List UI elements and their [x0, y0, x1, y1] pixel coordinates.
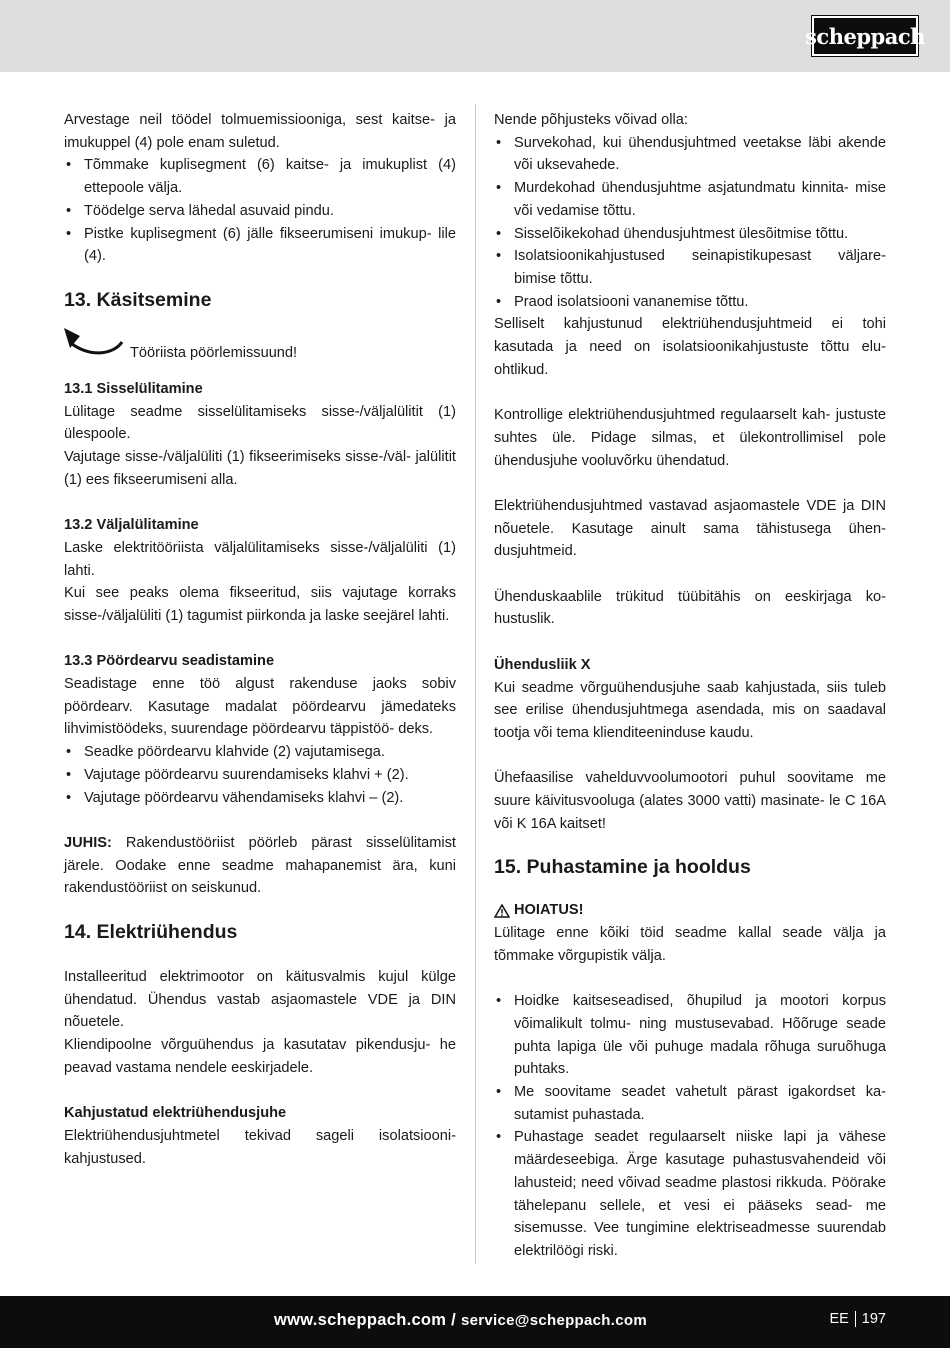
- damaged-cable-warning-para: Selliselt kahjustunud elektriühendusjuhtmeid ei tohi kasutada ja need on isolatsioonikahjustuste tõttu elu- ohtlikud.: [494, 316, 886, 378]
- type-marking-para: Ühenduskaablile trükitud tüübitähis on eeskirjaga ko- hustuslik.: [494, 588, 886, 628]
- footer-contact: [274, 1311, 647, 1330]
- list-item: • Praod isolatsiooni vananemise tõttu.: [494, 291, 886, 314]
- left-column: [64, 109, 456, 1170]
- section-14-para-1: Installeeritud elektrimootor on käitusvalmis kujul külge ühendatud. Ühendus vastab asjaomastele VDE ja DIN nõuetele.: [64, 969, 456, 1031]
- section-13-1-para-1: Lülitage seadme sisselülitamiseks sisse-/väljalülitit (1) ülespoole.: [64, 403, 456, 443]
- page-separator: [855, 1311, 856, 1327]
- reasons-intro: Nende põhjusteks võivad olla:: [494, 112, 688, 128]
- list-item: • Vajutage pöördearvu suurendamiseks klahvi + (2).: [64, 764, 456, 787]
- scheppach-logo: scheppach: [812, 16, 918, 56]
- section-14-para-2: Kliendipoolne võrguühendus ja kasutatav pikendusju- he peavad vastama nendele eeskirjadele.: [64, 1037, 456, 1076]
- rotation-direction-note: [64, 324, 456, 364]
- connection-type-x-title: Ühendusliik X: [494, 656, 591, 673]
- email-link[interactable]: service@scheppach.com: [460, 1312, 647, 1329]
- section-13-2-title: 13.2 Väljalülitamine: [64, 517, 199, 534]
- connection-type-x-para: Kui seadme võrguühendusjuhe saab kahjustada, siis tuleb see erilise ühendusjuhtmega asendada, mis on saadaval tootja või tema klienditeeninduse kaudu.: [494, 679, 886, 741]
- list-item: • Murdekohad ühendusjuhtme asjatundmatu kinnita- mise või vedamise tõttu.: [494, 177, 886, 222]
- section-13-3-para: Seadistage enne töö algust rakenduse jaoks sobiv pöördearv. Kasutage madalat pöördearvu jämedateks lihvimistöödeks, suurendage pöördearvu täppistöö- deks.: [64, 676, 456, 738]
- cleaning-bullet-list: [494, 990, 886, 1262]
- damaged-cable-title: Kahjustatud elektriühendusjuhe: [64, 1105, 287, 1122]
- footer-band: [0, 1296, 950, 1348]
- warning-para: Lülitage enne kõiki töid seadme kallal seade välja ja tõmmake võrgupistik välja.: [494, 925, 886, 964]
- single-phase-para: Ühefaasilise vahelduvvoolumootori puhul soovitame me suure käivitusvooluga (alates 3000 vatti) masinate- le C 16A või K 16A kaitset!: [494, 770, 886, 832]
- right-column: [494, 109, 886, 1263]
- check-cable-para: Kontrollige elektriühendusjuhtmed regulaarselt kah- justuste suhtes üle. Pidage silmas, et ülekontrollimisel pole ühendusjuhe vooluvõrku ühendatud.: [494, 407, 886, 469]
- section-13-1-para-2: Vajutage sisse-/väljalüliti (1) fikseerimiseks sisse-/väl- jalülitit (1) ees fikseerumiseni alla.: [64, 449, 456, 488]
- warning-heading: [494, 899, 886, 922]
- section-13-heading: 13. Käsitsemine: [64, 288, 212, 311]
- note-text: Rakendustööriist pöörleb pärast sisselülitamist järele. Oodake enne seadme mahapanemist ära, kuni rakendustööriist on seiskunud.: [64, 834, 456, 897]
- warning-triangle-icon: [494, 904, 510, 918]
- list-item: • Tõmmake kuplisegment (6) kaitse- ja imukuplist (4) ettepoole välja.: [64, 154, 456, 199]
- list-item: • Me soovitame seadet vahetult pärast igakordset ka- sutamist puhastada.: [494, 1081, 886, 1126]
- page-number: 197: [861, 1311, 886, 1327]
- list-item: • Hoidke kaitseseadised, õhupilud ja mootori korpus võimalikult tolmu- ning mustusevabad. Hõõruge seade puhta lapiga üle või puhuge madala rõhuga suruõhuga puhtaks.: [494, 990, 886, 1081]
- list-item: • Vajutage pöördearvu vähendamiseks klahvi – (2).: [64, 787, 456, 810]
- rotation-direction-text: Tööriista pöörlemissuund!: [130, 344, 298, 361]
- intro-paragraph: Arvestage neil töödel tolmuemissiooniga, sest kaitse- ja imukuppel (4) pole enam suletud.: [64, 112, 456, 151]
- vde-para: Elektriühendusjuhtmed vastavad asjaomastele VDE ja DIN nõuetele. Kasutage ainult sama tähistusega ühen- dusjuhtmeid.: [494, 497, 886, 560]
- list-item: • Seadke pöördearvu klahvide (2) vajutamisega.: [64, 741, 456, 764]
- list-item: • Pistke kuplisegment (6) jälle fikseerumiseni imukup- lile (4).: [64, 223, 456, 268]
- damaged-cable-para: Elektriühendusjuhtmetel tekivad sageli isolatsiooni- kahjustused.: [64, 1127, 456, 1167]
- list-item: • Sisselõikekohad ühendusjuhtmest ülesõitmise tõttu.: [494, 223, 886, 246]
- page-indicator: [829, 1311, 886, 1327]
- note-paragraph: [64, 832, 456, 900]
- header-band: [0, 0, 950, 72]
- list-item: • Puhastage seadet regulaarselt niiske lapi ja vähese määrdeseebiga. Ärge kasutage puhastusvahendeid või lahusteid; need võivad seadme plastosi rikkuda. Pöörake tähelepanu sellele, et vesi ei pääseks sead- me sisemusse. Vee tungimine elektriseadmesse suurendab elektrilöögi riski.: [494, 1126, 886, 1262]
- section-15-heading: 15. Puhastamine ja hooldus: [494, 856, 751, 879]
- list-item: • Survekohad, kui ühendusjuhtmed veetakse läbi akende või uksevahede.: [494, 132, 886, 177]
- note-label: JUHIS:: [64, 834, 112, 851]
- reasons-bullet-list: [494, 132, 886, 314]
- column-divider: [475, 104, 476, 1264]
- list-item: • Isolatsioonikahjustused seinapistikupesast väljare- bimise tõttu.: [494, 245, 886, 290]
- rotation-arrow-icon: [64, 324, 126, 364]
- section-13-2-para-2: Kui see peaks olema fikseeritud, siis vajutage korraks sisse-/väljalüliti (1) tagumist piirkonda ja laske seejärel lahti.: [64, 585, 456, 624]
- language-code: EE: [829, 1311, 849, 1327]
- section-14-heading: 14. Elektriühendus: [64, 921, 238, 944]
- speed-bullet-list: [64, 741, 456, 809]
- footer-slash: /: [446, 1311, 461, 1329]
- website-link[interactable]: www.scheppach.com: [274, 1311, 447, 1329]
- section-13-3-title: 13.3 Pöördearvu seadistamine: [64, 653, 275, 670]
- warning-label: HOIATUS!: [514, 902, 584, 919]
- list-item: • Töödelge serva lähedal asuvaid pindu.: [64, 200, 456, 223]
- section-13-1-title: 13.1 Sisselülitamine: [64, 380, 203, 397]
- intro-bullet-list: [64, 154, 456, 268]
- section-13-2-para-1: Laske elektritööriista väljalülitamiseks sisse-/väljalüliti (1) lahti.: [64, 539, 456, 579]
